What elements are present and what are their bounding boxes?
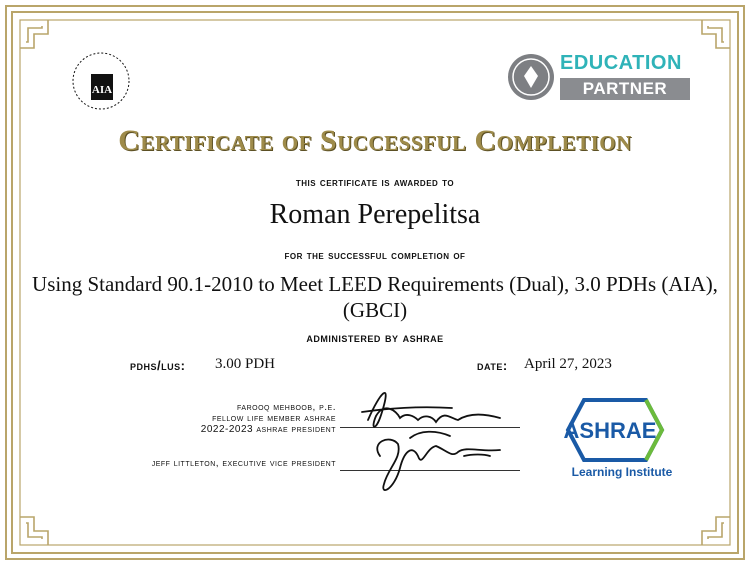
usgbc-seal-icon bbox=[508, 54, 554, 100]
svg-text:AIA: AIA bbox=[91, 84, 113, 96]
president-term: 2022-2023 ashrae president bbox=[200, 424, 336, 435]
president-signatory bbox=[150, 402, 336, 435]
usgbc-partner-text: PARTNER bbox=[560, 78, 690, 100]
evp-signatory: jeff littleton, executive vice president bbox=[151, 458, 336, 469]
completion-line: for the successful completion of bbox=[284, 248, 466, 262]
ashrae-sub-text: Learning Institute bbox=[571, 465, 673, 479]
handwritten-signatures bbox=[340, 372, 530, 502]
course-title: Using Standard 90.1-2010 to Meet LEED Requirements (Dual), 3.0 PDHs (AIA), (GBCI) bbox=[32, 272, 718, 322]
date-value: April 27, 2023 bbox=[524, 356, 612, 372]
president-name: farooq mehboob, p.e. bbox=[237, 402, 336, 413]
aia-seal-logo bbox=[66, 46, 136, 116]
ashrae-name-text: ASHRAE bbox=[563, 418, 657, 443]
ashrae-learning-institute-logo bbox=[562, 396, 682, 480]
certificate-title: Certificate of Successful Completion bbox=[118, 124, 632, 157]
recipient-name: Roman Perepelitsa bbox=[269, 199, 481, 230]
pdh-label: pdhs/lus: bbox=[130, 358, 186, 373]
administered-line: administered by ashrae bbox=[306, 330, 444, 345]
usgbc-education-partner-logo bbox=[508, 54, 688, 104]
usgbc-education-text: EDUCATION bbox=[560, 52, 682, 74]
date-label: date: bbox=[477, 358, 508, 373]
pdh-value: 3.00 PDH bbox=[215, 356, 276, 372]
awarded-line: this certificate is awarded to bbox=[295, 175, 455, 189]
president-title: fellow life member ashrae bbox=[212, 413, 336, 424]
